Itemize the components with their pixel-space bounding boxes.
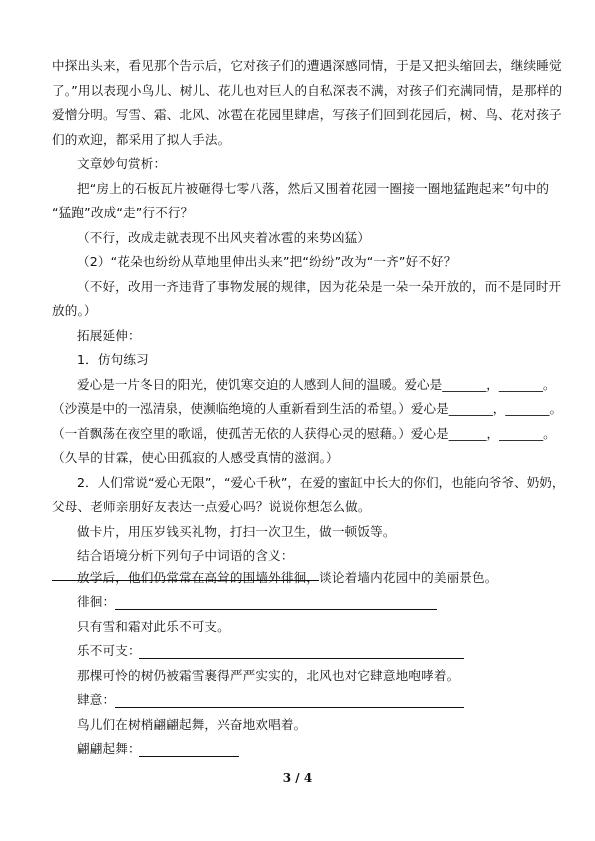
text-line: 把“房上的石板瓦片被砸得七零八落，然后又围着花园一圈接一圈地猛跑起来”句中的 <box>77 181 550 196</box>
answer-line: 放的。） <box>52 303 97 318</box>
text-line: （沙漠是中的一泓清泉，使濒临绝境的人重新看到生活的希望。）爱心是_______，_______。 <box>52 401 563 416</box>
sentence-line: 鸟儿们在树梢翩翩起舞，兴奋地欢唱着。 <box>77 717 307 732</box>
page-number: 3 / 4 <box>282 771 313 785</box>
answer-line: （不好，改用一齐违背了事物发展的规律，因为花朵是一朵一朵开放的，而不是同时开 <box>77 279 562 294</box>
text-line: “猛跑”改成“走”行不行？ <box>52 205 194 220</box>
answer-blank[interactable] <box>139 658 464 659</box>
answer-line: 做卡片，用压岁钱买礼物，打扫一次卫生，做一顿饭等。 <box>77 524 396 539</box>
answer-blank[interactable] <box>115 609 437 610</box>
sentence-line: 那棵可怜的树仍被霜雪裹得严严实实的，北风也对它肆意地咆哮着。 <box>77 668 460 683</box>
term-label: 乐不可支： <box>77 643 141 658</box>
text-line: 爱心是一片冬日的阳光，使饥寒交迫的人感到人间的温暖。爱心是_______，_______。 <box>77 377 556 392</box>
sentence-line: 只有雪和霜对此乐不可支。 <box>77 619 230 634</box>
term-label: 翩翩起舞： <box>77 741 141 756</box>
section-heading: 文章妙句赏析： <box>77 156 167 171</box>
text-line: 们的欢迎，都采用了拟人手法。 <box>52 132 231 147</box>
text-line: 了。”用以表现小鸟儿、树儿、花儿也对巨人的自私深表不满，对孩子们充满同情，是那样的 <box>52 83 563 98</box>
text-line: 爱憎分明。写雪、霜、北风、冰雹在花园里肆虐，写孩子们回到花园后，树、鸟、花对孩子 <box>52 107 562 122</box>
text-line: 2．人们常说“爱心无限”，“爱心千秋”，在爱的蜜缸中长大的你们，也能向爷爷、奶奶， <box>77 475 565 490</box>
text-line: 父母、老师亲朋好友表达一点爱心吗？说说你想怎么做。 <box>52 499 371 514</box>
answer-line: （不行，改成走就表现不出风夹着冰雹的来势凶猛） <box>77 230 371 245</box>
term-label: 徘徊： <box>77 594 116 609</box>
text-line: 结合语境分析下列句子中词语的含义： <box>77 548 294 563</box>
exercise-title: 1．仿句练习 <box>77 352 149 367</box>
text-line: （2）“花朵也纷纷从草地里伸出头来”把“纷纷”改为“一齐”好不好？ <box>77 254 457 269</box>
term-label: 肆意： <box>77 692 116 707</box>
text-line: （久旱的甘霖，使心田孤寂的人感受真情的滋润。） <box>52 450 339 465</box>
sentence-line: 放学后，他们仍常常在高耸的围墙外徘徊，谈论着墙内花园中的美丽景色。 <box>77 570 498 585</box>
answer-blank[interactable] <box>139 756 239 757</box>
text-line: 中探出头来，看见那个告示后，它对孩子们的遭遇深感同情，于是又把头缩回去，继续睡觉 <box>52 58 562 73</box>
section-heading: 拓展延伸： <box>77 328 141 343</box>
text-line: （一首飘荡在夜空里的歌谣，使孤苦无依的人获得心灵的慰藉。）爱心是______，_______。 <box>52 426 556 441</box>
answer-blank[interactable] <box>115 707 464 708</box>
